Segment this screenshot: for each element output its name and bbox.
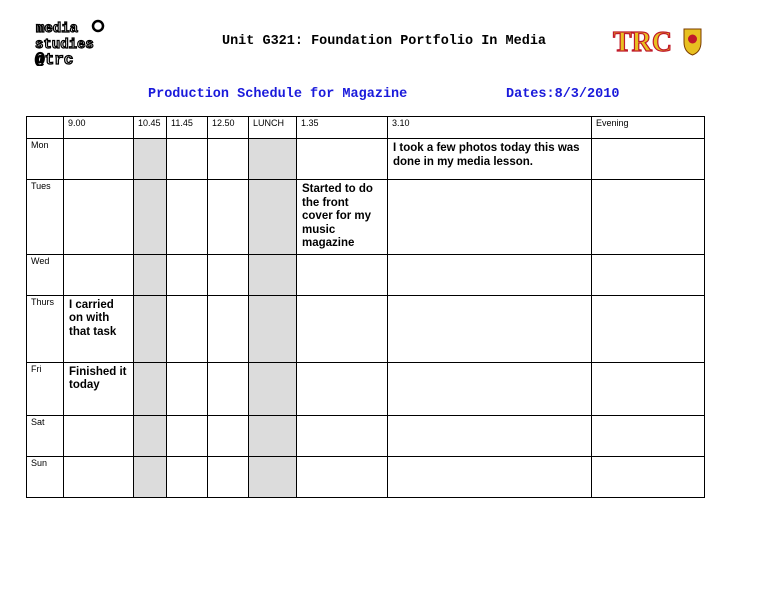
cell <box>167 180 208 255</box>
cell <box>208 254 249 295</box>
cell <box>592 415 705 456</box>
cell <box>388 362 592 415</box>
cell <box>167 415 208 456</box>
cell <box>592 180 705 255</box>
cell <box>64 456 134 497</box>
cell <box>592 362 705 415</box>
cell-note: I carried on with that task <box>64 295 134 362</box>
cell <box>64 415 134 456</box>
header-cell-12-50: 12.50 <box>208 117 249 139</box>
cell <box>297 415 388 456</box>
table-row-sat <box>27 415 705 456</box>
table-row-sun <box>27 456 705 497</box>
cell <box>388 295 592 362</box>
cell <box>297 254 388 295</box>
cell <box>208 295 249 362</box>
header-cell-evening: Evening <box>592 117 705 139</box>
cell <box>249 362 297 415</box>
logo-left-ring <box>93 21 103 31</box>
cell <box>592 456 705 497</box>
trc-logo-text: TRC <box>613 27 673 56</box>
cell <box>208 362 249 415</box>
cell <box>297 295 388 362</box>
table-row-mon <box>27 139 705 180</box>
cell <box>167 254 208 295</box>
cell <box>592 254 705 295</box>
cell-note: I took a few photos today this was done in my media lesson. <box>388 139 592 180</box>
cell <box>388 415 592 456</box>
day-label: Fri <box>27 362 64 415</box>
cell <box>208 180 249 255</box>
header-cell-10-45: 10.45 <box>134 117 167 139</box>
day-label: Tues <box>27 180 64 255</box>
header-cell-blank <box>27 117 64 139</box>
cell-note: Finished it today <box>64 362 134 415</box>
header-cell-3-10: 3.10 <box>388 117 592 139</box>
cell <box>249 139 297 180</box>
table-row-thurs <box>27 295 705 362</box>
day-label: Wed <box>27 254 64 295</box>
table-row-fri <box>27 362 705 415</box>
trc-logo <box>612 26 704 56</box>
cell <box>208 415 249 456</box>
logo-left-word-3: @trc <box>35 51 74 66</box>
header-cell-11-45: 11.45 <box>167 117 208 139</box>
cell <box>134 295 167 362</box>
cell <box>167 456 208 497</box>
day-label: Mon <box>27 139 64 180</box>
table-row-tues <box>27 180 705 255</box>
logo-left-word-1: media <box>36 21 79 37</box>
header-cell-1-35: 1.35 <box>297 117 388 139</box>
cell <box>64 254 134 295</box>
cell <box>297 362 388 415</box>
cell <box>167 295 208 362</box>
cell <box>592 295 705 362</box>
cell <box>167 362 208 415</box>
cell-note: Started to do the front cover for my music magazine <box>297 180 388 255</box>
cell <box>134 254 167 295</box>
cell <box>208 139 249 180</box>
day-label: Thurs <box>27 295 64 362</box>
cell <box>297 456 388 497</box>
cell <box>208 456 249 497</box>
day-label: Sun <box>27 456 64 497</box>
schedule-title: Production Schedule for Magazine <box>148 87 408 102</box>
cell <box>64 180 134 255</box>
cell <box>249 254 297 295</box>
table-header-row <box>27 117 705 139</box>
cell <box>388 456 592 497</box>
cell <box>134 180 167 255</box>
cell <box>297 139 388 180</box>
cell <box>167 139 208 180</box>
cell <box>134 456 167 497</box>
cell <box>592 139 705 180</box>
crest-emblem-icon <box>688 35 697 44</box>
cell <box>64 139 134 180</box>
cell <box>249 180 297 255</box>
day-label: Sat <box>27 415 64 456</box>
schedule-dates: Dates:8/3/2010 <box>506 87 620 102</box>
cell <box>249 456 297 497</box>
table-row-wed <box>27 254 705 295</box>
cell <box>134 362 167 415</box>
cell <box>249 415 297 456</box>
cell <box>388 254 592 295</box>
production-schedule-table <box>26 116 705 498</box>
cell <box>134 415 167 456</box>
header-cell-9-00: 9.00 <box>64 117 134 139</box>
cell <box>249 295 297 362</box>
cell <box>134 139 167 180</box>
logo-left-word-2: studies <box>35 37 94 53</box>
cell <box>388 180 592 255</box>
page-title: Unit G321: Foundation Portfolio In Media <box>221 34 547 49</box>
header-cell-lunch: LUNCH <box>249 117 297 139</box>
